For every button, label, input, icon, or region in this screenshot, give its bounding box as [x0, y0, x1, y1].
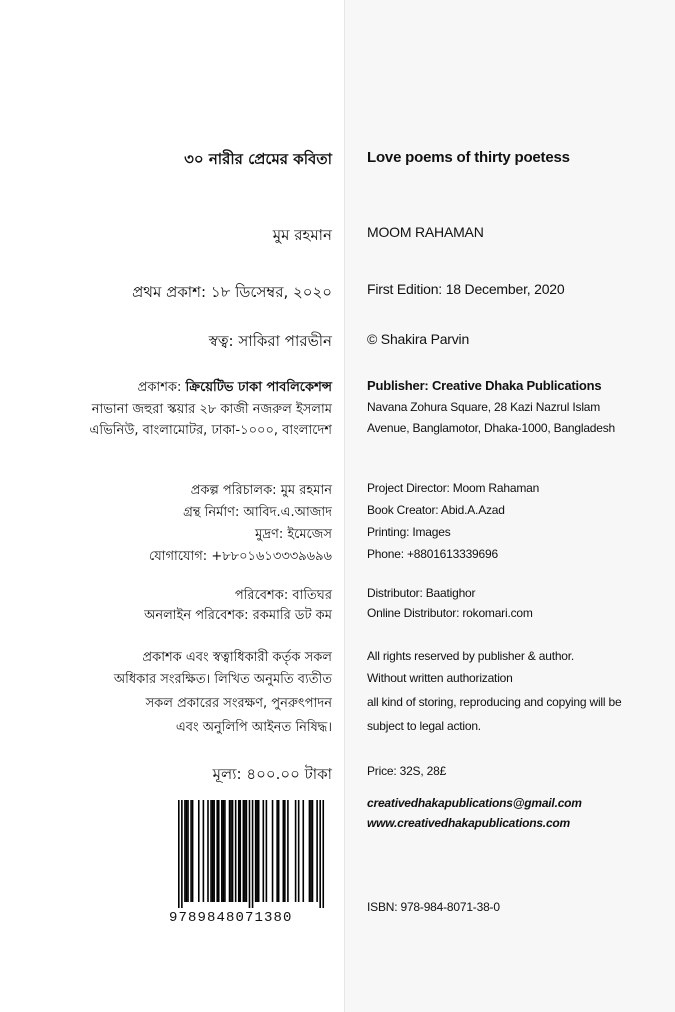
bangla-rights-line-1: প্রকাশক এবং স্বত্বাধিকারী কর্তৃক সকল: [142, 650, 332, 665]
barcode-bar: [184, 800, 186, 902]
english-address-line-2: Avenue, Banglamotor, Dhaka-1000, Bangladesh: [367, 421, 616, 435]
english-project-director: Project Director: Moom Rahaman: [367, 481, 540, 495]
barcode-bar: [258, 800, 260, 902]
barcode-bar: [230, 800, 232, 902]
barcode-bar: [287, 800, 289, 902]
barcode-bar: [218, 800, 220, 902]
english-distributor: Distributor: Baatighor: [367, 586, 476, 600]
barcode-bar: [249, 800, 251, 908]
bangla-publisher-name: ক্রিয়েটিভ ঢাকা পাবলিকেশন্স: [185, 380, 332, 395]
barcode-bar: [235, 800, 237, 902]
barcode-bar: [239, 800, 241, 902]
english-isbn: ISBN: 978-984-8071-38-0: [367, 900, 500, 914]
barcode-bar: [322, 800, 324, 908]
barcode-bar: [216, 800, 218, 902]
bangla-book-creator: গ্রন্থ নির্মাণ: আবিদ.এ.আজাদ: [183, 505, 332, 520]
bangla-online-distributor: অনলাইন পরিবেশক: রকমারি ডট কম: [144, 608, 332, 623]
bangla-rights-line-4: এবং অনুলিপি আইনত নিষিদ্ধ।: [175, 720, 332, 735]
barcode-bar: [263, 800, 265, 902]
barcode-bar: [278, 800, 280, 902]
barcode-bar: [221, 800, 223, 902]
barcode-bar: [198, 800, 200, 902]
barcode-bar: [298, 800, 300, 902]
barcode-bar: [284, 800, 286, 902]
barcode-bar: [232, 800, 234, 902]
english-rights-line-1: All rights reserved by publisher & author.: [367, 649, 575, 663]
barcode-bar: [252, 800, 254, 908]
barcode-bar: [203, 800, 205, 902]
barcode-bar: [310, 800, 312, 902]
barcode-digits: 9789848071380: [169, 910, 293, 926]
barcode-bar: [266, 800, 268, 902]
barcode-bar: [309, 800, 311, 902]
bangla-title: ৩০ নারীর প্রেমের কবিতা: [184, 150, 332, 168]
english-book-creator: Book Creator: Abid.A.Azad: [367, 503, 505, 517]
barcode-bar: [244, 800, 246, 902]
barcode-bars: [169, 800, 326, 908]
barcode-bar: [272, 800, 274, 902]
barcode-bar: [246, 800, 248, 902]
barcode-bar: [316, 800, 318, 902]
barcode-bar: [283, 800, 285, 902]
english-address-line-1: Navana Zohura Square, 28 Kazi Nazrul Islam: [367, 400, 601, 414]
barcode-bar: [295, 800, 297, 902]
barcode-bar: [207, 800, 209, 902]
barcode-bar: [192, 800, 194, 902]
bangla-publisher-label: প্রকাশক:: [137, 380, 182, 395]
english-price: Price: 32S, 28£: [367, 764, 447, 778]
bangla-rights-line-2: অধিকার সংরক্ষিত। লিখিত অনুমতি ব্যতীত: [113, 672, 332, 687]
barcode-bar: [210, 800, 212, 902]
barcode-bar: [212, 800, 214, 902]
english-publisher: Publisher: Creative Dhaka Publications: [367, 378, 602, 393]
bangla-author: মুম রহমান: [272, 226, 332, 244]
barcode-bar: [319, 800, 321, 908]
barcode-bar: [186, 800, 188, 902]
bangla-phone: যোগাযোগ: +৮৮০১৬১৩৩৩৯৬৯৬: [148, 549, 332, 564]
english-email: creativedhakapublications@gmail.com: [367, 796, 582, 810]
bangla-copyright: স্বত্ব: সাকিরা পারভীন: [208, 332, 332, 350]
spine-divider: [344, 0, 345, 1012]
barcode-bar: [238, 800, 240, 902]
barcode-bar: [178, 800, 180, 908]
barcode-bar: [187, 800, 189, 902]
barcode-icon: [169, 800, 326, 917]
english-rights-line-3: all kind of storing, reproducing and copying will be: [367, 695, 622, 709]
bangla-printing: মুদ্রণ: ইমেজেস: [255, 527, 332, 542]
barcode-bar: [256, 800, 258, 902]
barcode-bar: [181, 800, 183, 908]
english-phone: Phone: +8801613339696: [367, 547, 498, 561]
english-first-edition: First Edition: 18 December, 2020: [367, 281, 565, 297]
bangla-project-director: প্রকল্প পরিচালক: মুম রহমান: [190, 483, 332, 498]
barcode-bar: [312, 800, 314, 902]
bangla-price: মূল্য: ৪০০.০০ টাকা: [212, 765, 332, 783]
barcode-bar: [255, 800, 257, 902]
english-rights-line-4: subject to legal action.: [367, 719, 481, 733]
barcode-bar: [243, 800, 245, 902]
barcode-bar: [302, 800, 304, 902]
english-rights-line-2: Without written authorization: [367, 671, 513, 685]
barcode-bar: [213, 800, 215, 902]
english-printing: Printing: Images: [367, 525, 451, 539]
bangla-publisher: [138, 378, 332, 399]
bangla-address-line-2: এভিনিউ, বাংলামোটর, ঢাকা-১০০০, বাংলাদেশ: [89, 423, 332, 438]
english-title: Love poems of thirty poetess: [367, 149, 570, 166]
bangla-rights-line-3: সকল প্রকারের সংরক্ষণ, পুনরুৎপাদন: [145, 696, 332, 711]
barcode-bar: [224, 800, 226, 902]
barcode-bar: [276, 800, 278, 902]
barcode-bar: [190, 800, 192, 902]
bangla-address-line-1: নাভানা জহুরা স্কয়ার ২৮ কাজী নজরুল ইসলাম: [91, 402, 332, 417]
barcode-bar: [223, 800, 225, 902]
bangla-first-edition: প্রথম প্রকাশ: ১৮ ডিসেম্বর, ২০২০: [132, 283, 332, 301]
english-online-distributor: Online Distributor: rokomari.com: [367, 606, 533, 620]
bangla-distributor: পরিবেশক: বাতিঘর: [234, 588, 332, 603]
english-author: MOOM RAHAMAN: [367, 224, 484, 240]
barcode-bar: [229, 800, 231, 902]
english-copyright: © Shakira Parvin: [367, 331, 470, 347]
english-website: www.creativedhakapublications.com: [367, 816, 571, 830]
